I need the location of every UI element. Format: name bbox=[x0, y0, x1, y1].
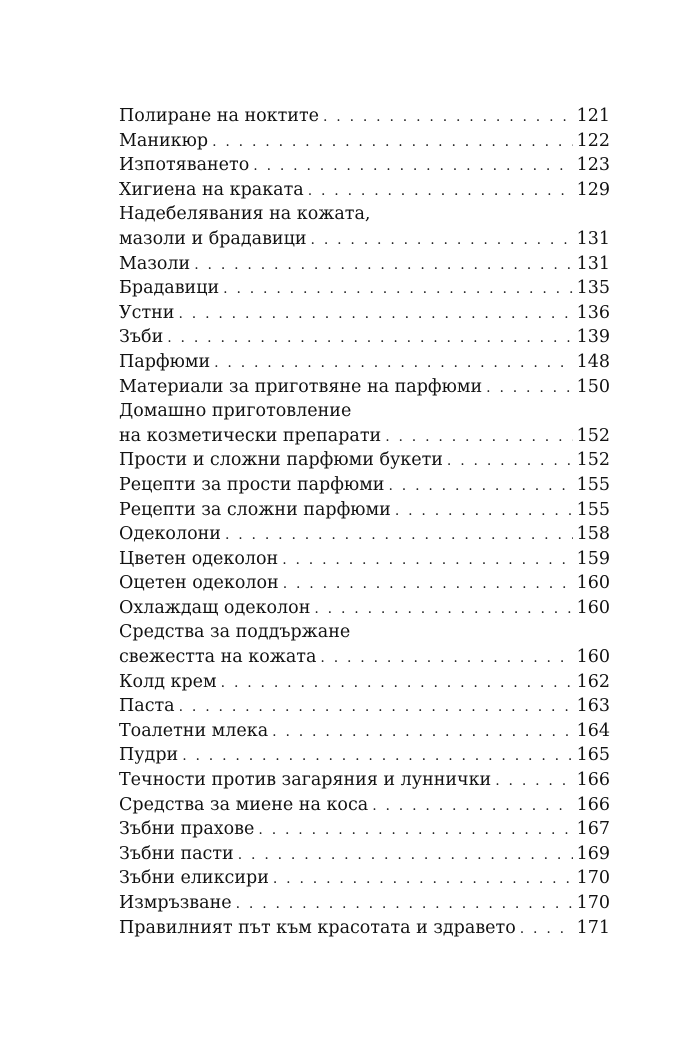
dot-leader bbox=[520, 917, 573, 942]
toc-entry-title: Средства за миене на коса bbox=[119, 794, 369, 815]
toc-page-number: 158 bbox=[576, 524, 610, 545]
dot-leader bbox=[272, 720, 572, 745]
toc-page-number: 164 bbox=[576, 720, 610, 741]
toc-entry-line bbox=[119, 498, 610, 523]
toc-entry-title: Охлаждащ одеколон bbox=[119, 597, 311, 618]
toc-page-number: 131 bbox=[576, 253, 610, 274]
dot-leader bbox=[214, 351, 572, 376]
dot-leader bbox=[225, 523, 573, 548]
toc-page-number: 169 bbox=[576, 843, 610, 864]
toc-entry-title: Средства за поддържане bbox=[119, 622, 351, 643]
dot-leader bbox=[212, 130, 573, 155]
toc-page-number: 155 bbox=[576, 499, 610, 520]
toc-entry-line bbox=[119, 817, 610, 842]
dot-leader bbox=[236, 892, 573, 917]
toc-entry-title: Цветен одеколон bbox=[119, 548, 279, 569]
toc-entry-title: Оцетен одеколон bbox=[119, 573, 279, 594]
dot-leader bbox=[179, 695, 573, 720]
dot-leader bbox=[320, 646, 572, 671]
toc-entry-line bbox=[119, 768, 610, 793]
toc-entry-line bbox=[119, 522, 610, 547]
dot-leader bbox=[385, 425, 572, 450]
toc-page-number: 121 bbox=[576, 106, 610, 126]
toc-entry-title: Пудри bbox=[119, 745, 179, 766]
dot-leader bbox=[495, 769, 572, 794]
toc-page-number: 159 bbox=[576, 548, 610, 569]
toc-entry-line bbox=[119, 350, 610, 375]
toc-entry-line bbox=[119, 645, 610, 670]
toc-entry-line bbox=[119, 301, 610, 326]
toc-page-number: 170 bbox=[576, 893, 610, 913]
toc-page-number: 165 bbox=[576, 745, 610, 766]
toc-entry-title: Парфюми bbox=[119, 351, 211, 372]
toc-entry-title: Маникюр bbox=[119, 130, 209, 151]
toc-entry-title: Тоалетни млека bbox=[119, 720, 269, 741]
toc-entry-line bbox=[119, 793, 610, 818]
toc-page-number: 131 bbox=[576, 228, 610, 249]
toc-page-number: 129 bbox=[576, 179, 610, 200]
dot-leader bbox=[178, 302, 572, 327]
toc-entry-line bbox=[119, 202, 610, 227]
toc-entry-line bbox=[119, 891, 610, 916]
toc-entry-title: Зъбни прахове bbox=[119, 819, 255, 840]
toc-entry-line bbox=[119, 448, 610, 473]
dot-leader bbox=[253, 154, 572, 179]
toc-page-number: 166 bbox=[576, 770, 610, 791]
toc-entry-line bbox=[119, 178, 610, 203]
toc-entry-title: Изпотяването bbox=[119, 155, 250, 176]
toc-page-number: 171 bbox=[576, 917, 610, 938]
dot-leader bbox=[447, 449, 573, 474]
dot-leader bbox=[182, 744, 572, 769]
toc-entry-title: Мазоли bbox=[119, 253, 191, 274]
toc-page-number: 162 bbox=[576, 671, 610, 692]
toc-page-number: 148 bbox=[576, 351, 610, 372]
toc-entry-title: Течности против загаряния и луннички bbox=[119, 770, 492, 791]
toc-entry-title: Измръзване bbox=[119, 893, 232, 913]
toc-entry-title: Правилният път към красотата и здравето bbox=[119, 917, 516, 938]
toc-entry-title: Устни bbox=[119, 302, 175, 323]
dot-leader bbox=[282, 548, 572, 573]
toc-entry-line bbox=[119, 153, 610, 178]
dot-leader bbox=[221, 671, 573, 696]
toc-page-number: 166 bbox=[576, 794, 610, 815]
toc-entry-title: Рецепти за сложни парфюми bbox=[119, 499, 391, 520]
dot-leader bbox=[283, 572, 573, 597]
toc-entry-line bbox=[119, 842, 610, 867]
toc-entry-line bbox=[119, 620, 610, 645]
toc-entry-title: Хигиена на краката bbox=[119, 179, 304, 200]
dot-leader bbox=[238, 843, 573, 868]
toc-entry-line bbox=[119, 252, 610, 277]
toc-entry-line bbox=[119, 694, 610, 719]
dot-leader bbox=[388, 474, 572, 499]
toc-entry-line bbox=[119, 399, 610, 424]
toc-entry-line bbox=[119, 325, 610, 350]
toc-entry-line bbox=[119, 743, 610, 768]
dot-leader bbox=[194, 253, 572, 278]
toc-entry-title: свежестта на кожата bbox=[119, 647, 317, 668]
table-of-contents bbox=[119, 104, 610, 940]
toc-entry-title: Зъби bbox=[119, 327, 164, 348]
toc-entry-line bbox=[119, 670, 610, 695]
toc-entry-title: на козметически препарати bbox=[119, 425, 382, 446]
toc-entry-line bbox=[119, 104, 610, 129]
toc-page-number: 152 bbox=[576, 425, 610, 446]
toc-page-number: 167 bbox=[576, 819, 610, 840]
toc-entry-line bbox=[119, 547, 610, 572]
dot-leader bbox=[486, 376, 572, 401]
toc-entry-title: мазоли и брадавици bbox=[119, 228, 307, 249]
toc-entry-title: Домашно приготовление bbox=[119, 401, 352, 422]
toc-entry-line bbox=[119, 473, 610, 498]
toc-page-number: 152 bbox=[576, 450, 610, 471]
toc-page-number: 170 bbox=[576, 868, 610, 889]
toc-entry-line bbox=[119, 129, 610, 154]
dot-leader bbox=[308, 179, 573, 204]
toc-entry-title: Полиране на ноктите bbox=[119, 106, 319, 126]
toc-entry-title: Одеколони bbox=[119, 524, 221, 545]
toc-entry-title: Колд крем bbox=[119, 671, 217, 692]
toc-entry-title: Паста bbox=[119, 696, 175, 717]
toc-page-number: 160 bbox=[576, 597, 610, 618]
toc-entry-title: Брадавици bbox=[119, 278, 220, 299]
toc-entry-title: Зъбни еликсири bbox=[119, 868, 269, 889]
toc-page-number: 136 bbox=[576, 302, 610, 323]
dot-leader bbox=[258, 818, 572, 843]
toc-entry-title: Прости и сложни парфюми букети bbox=[119, 450, 443, 471]
dot-leader bbox=[323, 105, 573, 130]
toc-entry-line bbox=[119, 719, 610, 744]
toc-entry-line bbox=[119, 866, 610, 891]
dot-leader bbox=[314, 597, 572, 622]
toc-page-number: 135 bbox=[576, 278, 610, 299]
toc-entry-title: Рецепти за прости парфюми bbox=[119, 474, 385, 495]
toc-page-number: 163 bbox=[576, 696, 610, 717]
toc-entry-line bbox=[119, 916, 610, 941]
dot-leader bbox=[372, 794, 572, 819]
toc-page-number: 155 bbox=[576, 474, 610, 495]
dot-leader bbox=[223, 277, 572, 302]
toc-entry-line bbox=[119, 424, 610, 449]
dot-leader bbox=[395, 499, 573, 524]
toc-entry-line bbox=[119, 375, 610, 400]
dot-leader bbox=[167, 326, 572, 351]
toc-entry-line bbox=[119, 596, 610, 621]
toc-entry-line bbox=[119, 227, 610, 252]
toc-entry-line bbox=[119, 276, 610, 301]
toc-page-number: 160 bbox=[576, 647, 610, 668]
toc-page-number: 160 bbox=[576, 573, 610, 594]
toc-page-number: 139 bbox=[576, 327, 610, 348]
dot-leader bbox=[273, 867, 573, 892]
toc-entry-line bbox=[119, 571, 610, 596]
toc-page-number: 123 bbox=[576, 155, 610, 176]
dot-leader bbox=[311, 228, 573, 253]
toc-page-number: 122 bbox=[576, 130, 610, 151]
toc-entry-title: Материали за приготвяне на парфюми bbox=[119, 376, 483, 397]
toc-entry-title: Надебелявания на кожата, bbox=[119, 204, 371, 225]
toc-page-number: 150 bbox=[576, 376, 610, 397]
toc-entry-title: Зъбни пасти bbox=[119, 843, 234, 864]
